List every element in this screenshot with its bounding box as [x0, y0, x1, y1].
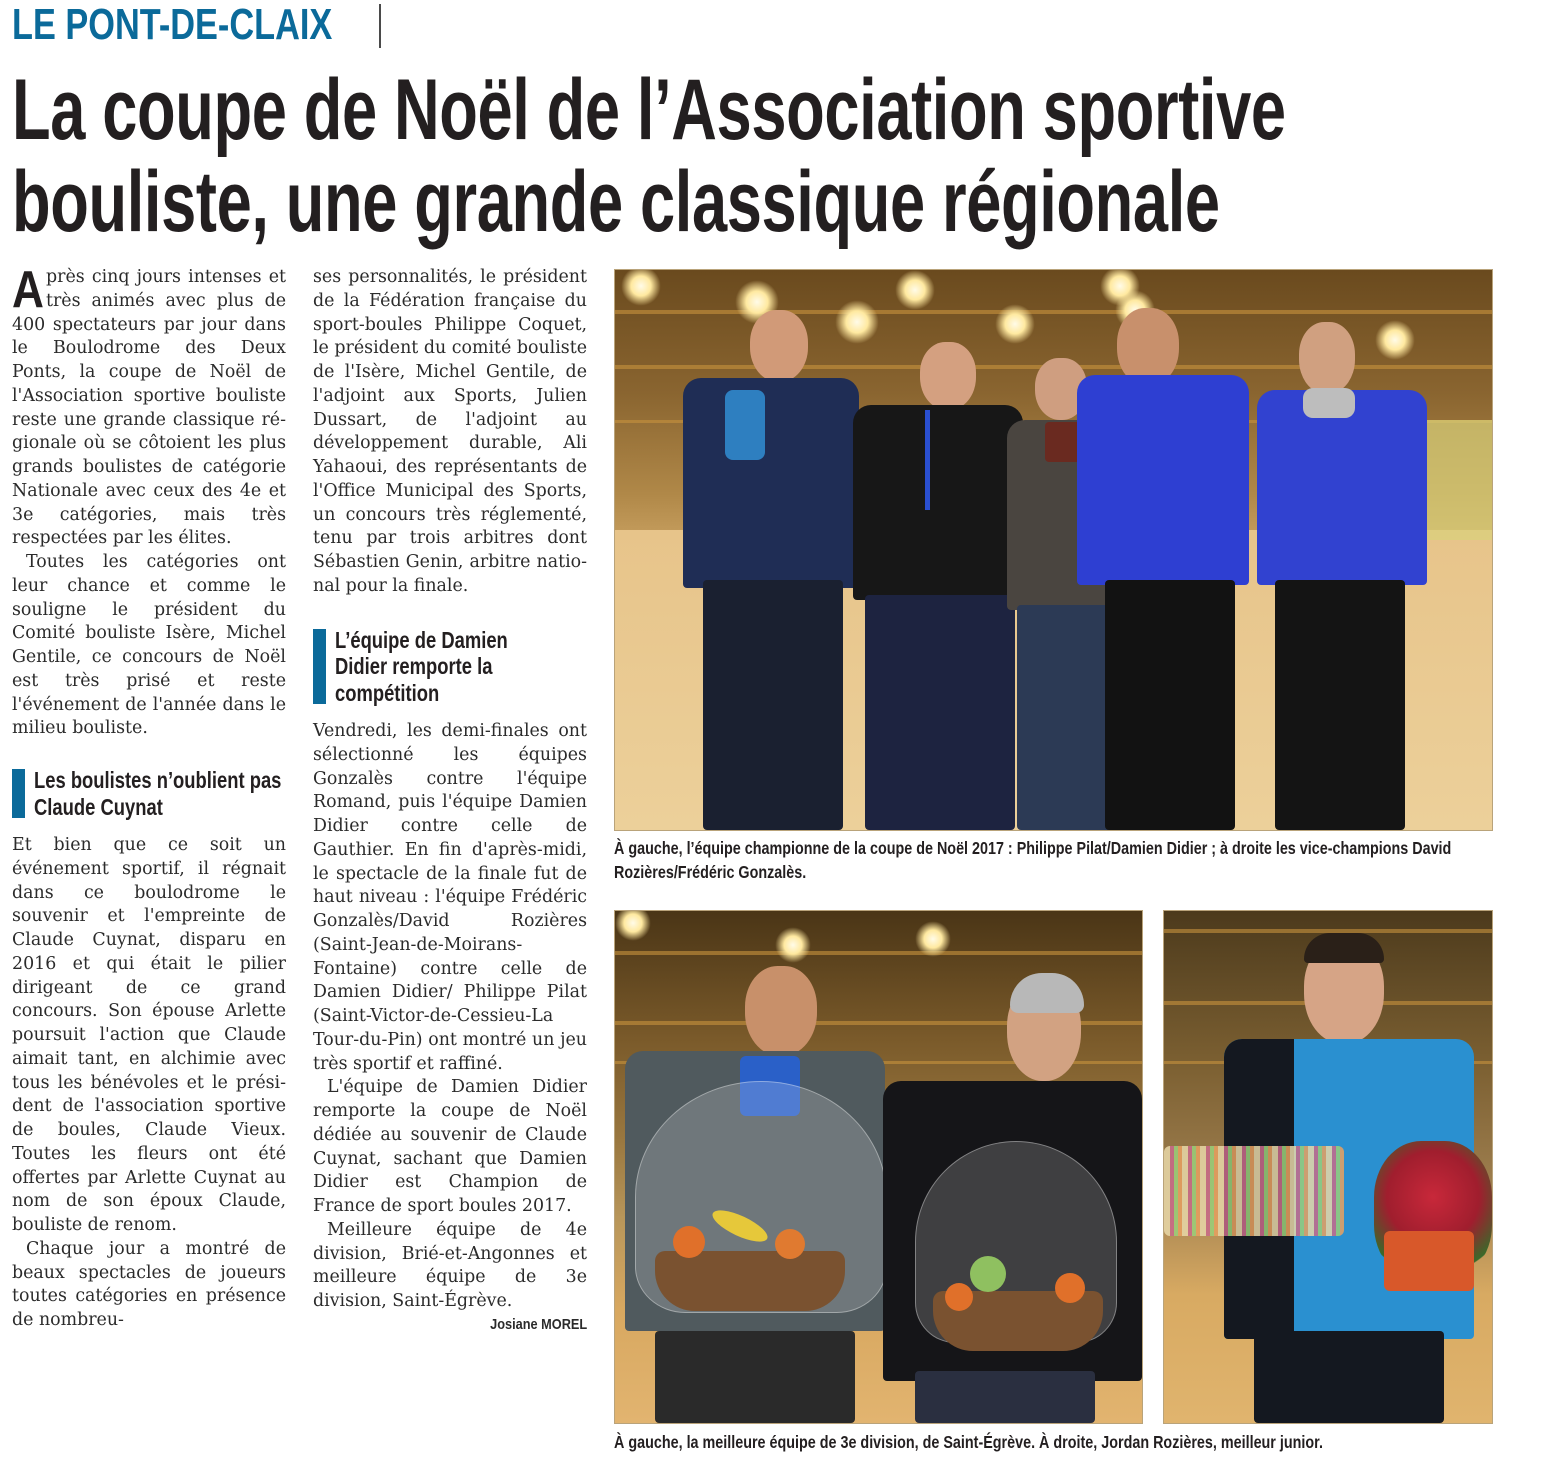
paragraph-5: Vendredi, les demi-finales ont sélectionné les équipes Gonzalès contre l'équipe Romand, puis l'équipe Damien Didier contre celle de Gauthier. En fin d'après-midi, le spectacle de la finale fut de haut niveau : l'équipe Frédéric Gonzalès/David Rozières (Saint-Jean-de-Moirans-Fontaine) contre celle de Damien Didier/ Philippe Pilat (Saint-Victor-de-Cessieu-La Tour-du-Pin) ont montré un jeu très sportif et raffiné.: [313, 721, 587, 1074]
gift-boxes: [1164, 1146, 1344, 1236]
paragraph-1-text: près cinq jours intenses et très animés avec plus de 400 spectateurs par jour dans le Boulodrome des Deux Ponts, la coupe de Noël de l'Association sportive bouliste reste une grande classique régionale où se côtoient les plus grands boulistes de catégorie Nationale avec ceux des 4e et 3e catégories, mais très respectées par les élites.: [12, 267, 286, 549]
photo-best-junior: [1163, 910, 1493, 1424]
subhead-text: L’équipe de Damien Didier remporte la compétition: [335, 626, 508, 706]
subhead-text: Les boulistes n’oublient pas Claude Cuynat: [34, 767, 282, 820]
paragraph-3: Et bien que ce soit un événement sportif, il régnait dans ce boulodrome le souvenir et l'empreinte de Claude Cuynat, disparu en 2016 et qui était le pilier dirigeant de ce grand concours. Son épouse Arlette poursuit l'action que Claude aimait tant, en alchimie avec tous les bénévoles et le président de l'association sportive de boules, Claude Vieux. Toutes les fleurs ont été offertes par Arlette Cuynat au nom de son époux Claude, bouliste de renom.: [12, 835, 286, 1235]
subhead-accent-bar: [313, 629, 326, 705]
rubric-divider: [379, 4, 381, 48]
drop-cap: A: [12, 261, 44, 319]
photo-third-division-team: [614, 910, 1143, 1424]
author-name: Josiane MOREL: [489, 1315, 587, 1333]
photo-team-champions: [614, 269, 1493, 831]
paragraph-7: Meilleure équipe de 4e division, Brié-et-Angonnes et meilleure équipe de 3e division, Saint-Égrève.: [313, 1219, 587, 1311]
headline-line-2: bouliste, une grande classique régionale: [12, 154, 1220, 250]
subhead-damien-didier: [313, 627, 587, 707]
caption-top-photo: À gauche, l’équipe championne de la coupe de Noël 2017 : Philippe Pilat/Damien Didier ; à droite les vice-champions David Rozières/Frédéric Gonzalès.: [614, 838, 1452, 882]
article-column-2: [313, 266, 587, 1336]
paragraph-2: Toutes les catégories ont leur chance et comme le souligne le président du Comité bouliste Isère, Michel Gentile, ce concours de Noël est très prisé et reste l'événement de l'année dans le milieu bouliste.: [12, 552, 286, 739]
lead-paragraph: [12, 261, 286, 551]
headline: [12, 64, 1409, 248]
paragraph-6: L'équipe de Damien Didier remporte la coupe de Noël dédiée au souvenir de Claude Cuynat, sachant que Damien Didier est Champion de France de sport boules 2017.: [313, 1077, 587, 1216]
paragraph-4-continued: ses personnalités, le président de la Fédération française du sport-boules Philippe Coquet, le président du comité bouliste de l'Isère, Michel Gentile, de l'adjoint aux Sports, Julien Dussart, de l'adjoint au développement durable, Ali Yahaoui, des représentants de l'Office Municipal des Sports, un concours très réglementé, tenu par trois arbitres dont Sébastien Genin, arbitre national pour la finale.: [313, 267, 587, 596]
headline-line-1: La coupe de Noël de l’Association sportive: [12, 62, 1286, 158]
byline: [313, 1314, 587, 1336]
yellow-barrier: [1422, 420, 1492, 540]
paragraph-4-start: Chaque jour a montré de beaux spectacles de joueurs toutes catégories en présence de nombreu-: [12, 1238, 286, 1330]
fruit-basket: [655, 1251, 845, 1311]
section-rubric: [12, 2, 423, 48]
caption-bottom-photos: À gauche, la meilleure équipe de 3e division, de Saint-Égrève. À droite, Jordan Rozières, meilleur junior.: [614, 1432, 1323, 1452]
section-name: LE PONT-DE-CLAIX: [12, 0, 333, 49]
article-column-1: [12, 261, 286, 1333]
subhead-accent-bar: [12, 769, 25, 818]
subhead-claude-cuynat: [12, 767, 286, 820]
